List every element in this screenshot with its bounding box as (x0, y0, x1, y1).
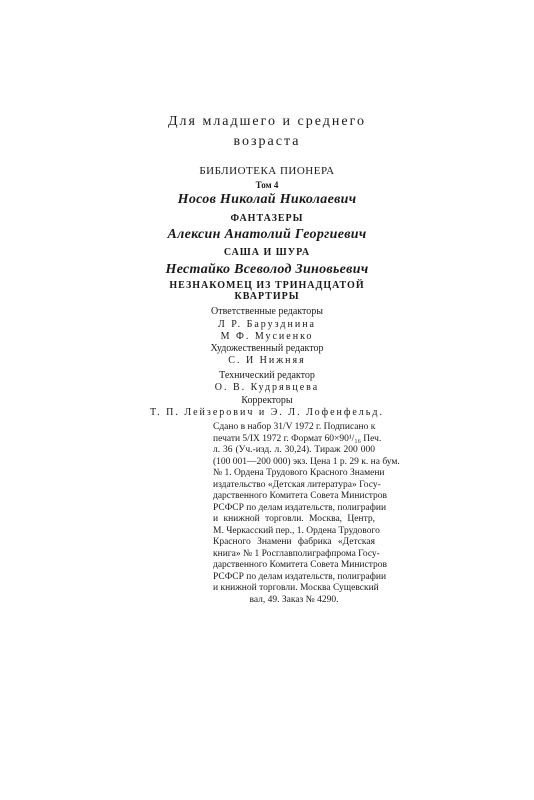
tech-editor-label: Технический редактор (219, 370, 315, 381)
responsible-editors-label: Ответственные редакторы (211, 306, 323, 317)
imprint-block (213, 422, 400, 606)
imprint-line: вал, 49. Заказ № 4290. (249, 594, 339, 605)
imprint-line: и книжной торговли. Москва, Центр, (213, 514, 375, 524)
volume-number: Том 4 (255, 180, 279, 190)
responsible-editor-2: М Ф. Мусиенко (220, 331, 314, 342)
audience-line-1: Для младшего и среднего (167, 114, 366, 129)
imprint-line: книга» № 1 Росглавполиграфпрома Госу- (213, 548, 380, 559)
imprint-line: л. 36 (Уч.-изд. л. 30,24). Тираж 200 000 (213, 445, 375, 455)
imprint-line: Сдано в набор 31/V 1972 г. Подписано к (213, 422, 376, 432)
audience-line-2: возраста (233, 134, 301, 149)
imprint-line: печати 5/IX 1972 г. Формат 60×90¹/₁₆ Печ. (213, 433, 382, 444)
responsible-editor-1: Л Р. Барузднина (218, 319, 316, 330)
work-title-1: ФАНТАЗЕРЫ (230, 213, 304, 224)
author-2: Алексин Анатолий Георгиевич (167, 227, 367, 242)
art-editor-label: Художественный редактор (210, 343, 324, 354)
work-title-3-line-2: КВАРТИРЫ (234, 291, 300, 302)
imprint-line: (100 001—200 000) экз. Цена 1 р. 29 к. на бум. (213, 456, 400, 467)
proofreaders-names: Т. П. Лейзерович и Э. Л. Лофенфельд. (150, 407, 384, 418)
author-3: Нестайко Всеволод Зиновьевич (165, 262, 369, 277)
tech-editor-name: О. В. Кудрявцева (214, 382, 320, 393)
work-title-2: САША И ШУРА (223, 247, 311, 258)
imprint-line: РСФСР по делам издательств, полиграфии (213, 502, 387, 513)
imprint-line: издательство «Детская литература» Госу- (213, 479, 381, 490)
audience-note (0, 112, 534, 152)
imprint-line: Красного Знамени фабрика «Детская (213, 537, 375, 547)
imprint-line: и книжной торговли. Москва Сущевский (213, 583, 379, 593)
imprint-line: № 1. Ордена Трудового Красного Знамени (213, 468, 385, 478)
author-1: Носов Николай Николаевич (177, 192, 357, 207)
proofreaders-label: Корректоры (241, 395, 293, 406)
series-title: БИБЛИОТЕКА ПИОНЕРА (199, 165, 335, 177)
art-editor-name: С. И Нижняя (228, 355, 306, 366)
work-title-3 (0, 280, 534, 302)
imprint-line: дарственного Комитета Совета Министров (213, 491, 388, 501)
work-title-3-line-1: НЕЗНАКОМЕЦ ИЗ ТРИНАДЦАТОЙ (169, 280, 365, 291)
imprint-line: дарственного Комитета Совета Министров (213, 560, 388, 570)
imprint-line: РСФСР по делам издательств, полиграфии (213, 571, 387, 582)
imprint-line: М. Черкасский пер., 1. Ордена Трудового (213, 525, 380, 536)
